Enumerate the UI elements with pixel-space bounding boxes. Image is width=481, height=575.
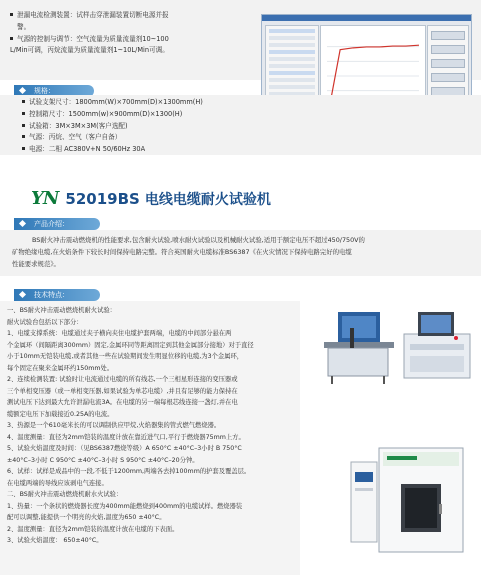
tech-line: 测试电压下达到最大允许泄漏电流3A。在电缆的另一端每根芯线连接一盏灯,并在电 [7,399,238,406]
spec-item: 试验箱：3M×3M×3M(客户选配) [22,121,203,133]
tech-line: 3、试验火焰温度： 650±40°C。 [7,537,103,544]
product-heading [31,188,271,209]
tech-line: 一、BS耐火冲击震动燃烧机耐火试验： [7,307,116,314]
tech-line: 三个单相变压器（或一单相变压器,如果试验为单芯电缆）,并且有足够的能力保持在 [7,387,238,395]
product-name: 电线电缆耐火试验机 [144,192,271,208]
spec-item: 试验支架尺寸：1800mm(W)×700mm(D)×1300mm(H) [22,97,203,109]
intro-line: BS耐火冲击震动燃烧机的性能要求,包含耐火试验,喷水耐火试验以及机械耐火试验,适用于额定电压不超过450/750V的 [32,236,365,244]
tech-line: 1、热量：一个条状的燃烧器长度为400mm能燃烧到400mm的电缆试样。燃烧器装 [7,502,243,510]
tech-line: 3、热源是一个610毫米长的可以调制供应甲烷,火焰器集的管式燃气燃烧器。 [7,422,221,429]
tech-line: 小于10mm无铠装电缆,或者其他一些在试验期间发生明显位移的电缆,为3个金属环， [7,353,244,360]
tech-line: 二、BS耐火冲击震动燃烧机耐水火试验： [7,491,123,498]
spec-item: 控制箱尺寸：1500mm(w)×900mm(D)×1300(H) [22,109,203,121]
tech-line: 缆额定电压下加载接近0.25A的电流。 [7,410,114,418]
test-rig-photo-icon [306,304,476,387]
tech-line: 耐火试验台包括以下部分： [7,318,83,326]
product-model: 52019BS [65,190,140,208]
top-bullet-1-cont: 警。 [17,22,31,31]
top-bullet-2-cont: L/Min可调，丙烷流量为质量流量剂1~10L/Min可调。 [10,46,169,55]
spec-item: 气源：丙烷、空气（客户自备） [22,132,203,144]
intro-line: 矿物绝缘电缆,在火焰条件下较长时间保持电路完整。符合英国耐火电缆标准BS6387《在火灾情况下保持电路完好的电缆 [12,247,352,256]
tech-list [7,305,254,547]
intro-line: 性能要求规范》。 [12,259,60,268]
company-logo: YN [31,188,59,209]
tech-line: 4、温度测量：直径为2mm铠装的温度计放在靠近进气口,平行于燃烧器75mm上方。 [7,433,245,441]
tech-line: 2、连续检测装置: 试验时让电流通过电缆的所有线芯,一个三相星形连接的变压器或 [7,376,238,383]
tech-line: 1、电缆支撑系统：电缆通过夹子横向夹住电缆护套两端，电缆的中间部分悬在两 [7,330,232,337]
top-bullet-list [10,10,169,57]
tech-line: 在电缆两端的导线应该剥电气连接。 [7,479,108,487]
spec-title-pill: 规格： [14,85,94,97]
top-bullet-2: 气源的控制与调节：空气流量为质量流量剂10~100 [10,34,169,46]
tech-line: 5、试验火焰温度及时间：（见BS6387燃烧等级）A 650°C ±40°C–3小时 B 750°C [7,445,242,452]
tech-title-pill: 技术特点： [14,289,100,301]
top-bullet-1: 泄漏电流检测装置：试样击穿泄漏装置切断电源并报 [10,10,169,22]
tech-line: 配可以调整,能提供一个明亮的火焰,温度为650 ±40°C。 [7,514,166,521]
tech-line: 2、温度测量：直径为2mm铠装的温度计放在电缆的下表面。 [7,525,179,533]
spec-item: 电源：二相 AC380V+N 50/60Hz 30A [22,144,203,156]
tech-line: 每个固定在聚来金属环约150mm处。 [7,364,114,372]
intro-paragraph [12,235,365,270]
intro-title-pill: 产品介绍： [14,218,100,230]
test-cabinet-photo-icon [349,444,466,556]
tech-line: 6、试样：试样是成品中的一段,不低于1200mm,两端各去掉100mm的护套及覆盖层。 [7,468,251,475]
spec-list [22,97,203,156]
tech-line: 个金属环（间隔距离300mm）固定,金属环同等距离固定到其他金属部分接地）对于直径 [7,341,254,349]
tech-line: ±40°C–3小时 C 950°C ±40°C–3小时 S 950°C ±40°C–20分钟。 [7,456,199,464]
